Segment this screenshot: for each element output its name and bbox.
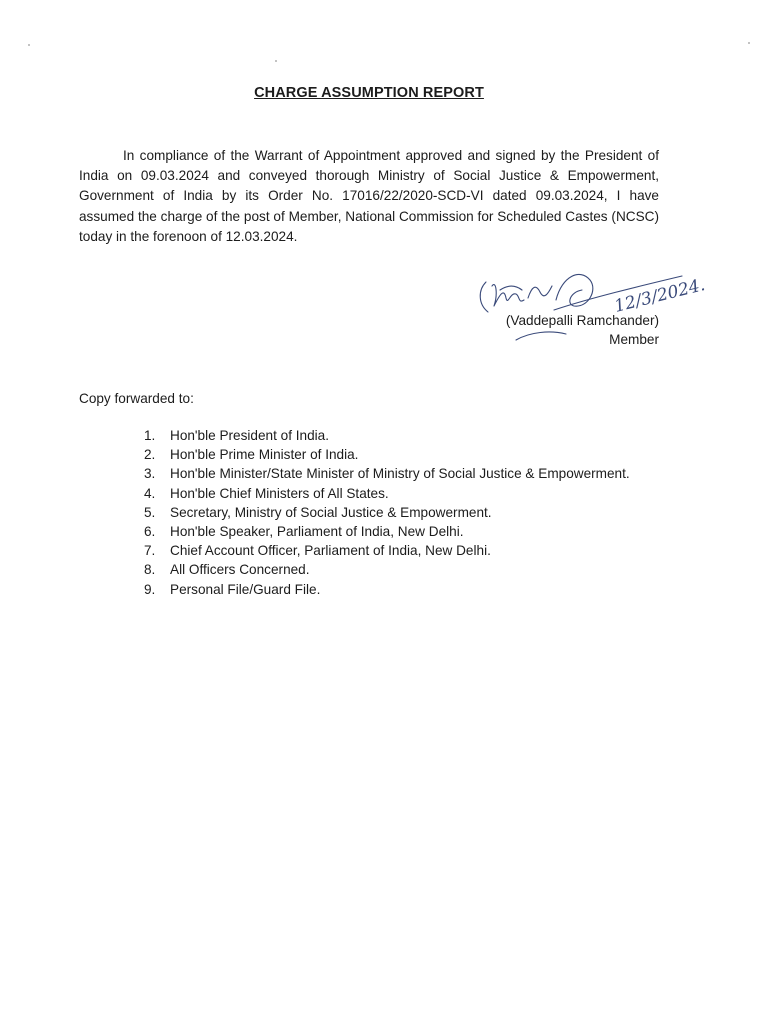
report-title: CHARGE ASSUMPTION REPORT bbox=[254, 85, 484, 101]
list-number: 2. bbox=[144, 447, 156, 463]
copy-forwarded-heading: Copy forwarded to: bbox=[79, 391, 194, 406]
list-item bbox=[144, 484, 660, 503]
list-item bbox=[144, 445, 660, 464]
list-number: 7. bbox=[144, 543, 156, 559]
list-item bbox=[144, 426, 660, 445]
signatory-name: (Vaddepalli Ramchander) bbox=[505, 313, 659, 328]
list-number: 9. bbox=[144, 581, 156, 597]
list-number: 6. bbox=[144, 524, 156, 540]
list-number: 1. bbox=[144, 428, 156, 443]
list-item bbox=[144, 522, 660, 541]
list-text: All Officers Concerned. bbox=[170, 562, 310, 578]
copy-forwarded-list bbox=[144, 426, 660, 599]
scan-speck bbox=[275, 60, 277, 62]
list-item bbox=[144, 580, 660, 599]
list-item bbox=[144, 560, 660, 579]
list-number: 4. bbox=[144, 485, 156, 501]
list-text: Chief Account Officer, Parliament of India, New Delhi. bbox=[170, 543, 491, 559]
list-text: Personal File/Guard File. bbox=[170, 581, 321, 597]
list-item bbox=[144, 503, 660, 522]
signatory-designation: Member bbox=[609, 332, 659, 347]
list-text: Secretary, Ministry of Social Justice & Empowerment. bbox=[170, 504, 492, 520]
signature-date: 12/3/2024. bbox=[612, 275, 708, 317]
scan-speck bbox=[748, 42, 750, 44]
list-number: 5. bbox=[144, 504, 156, 520]
list-number: 8. bbox=[144, 562, 156, 578]
scan-speck bbox=[28, 44, 30, 46]
list-text: Hon'ble Chief Ministers of All States. bbox=[170, 485, 389, 501]
list-text: Hon'ble Prime Minister of India. bbox=[170, 447, 359, 463]
list-number: 3. bbox=[144, 466, 156, 482]
list-item bbox=[144, 464, 660, 483]
list-text: Hon'ble President of India. bbox=[170, 428, 330, 443]
list-item bbox=[144, 541, 660, 560]
list-text: Hon'ble Speaker, Parliament of India, New Delhi. bbox=[170, 524, 464, 540]
list-text: Hon'ble Minister/State Minister of Ministry of Social Justice & Empowerment. bbox=[170, 466, 630, 482]
report-body: In compliance of the Warrant of Appointment approved and signed by the President of India on 09.03.2024 and conveyed thorough Ministry of Social Justice & Empowerment, Government of India by its Order No. 17016/22/2020-SCD-VI dated 09.03.2024, I have assumed the charge of the post of Member, National Commission for Scheduled Castes (NCSC) today in the forenoon of 12.03.2024. bbox=[79, 148, 659, 244]
